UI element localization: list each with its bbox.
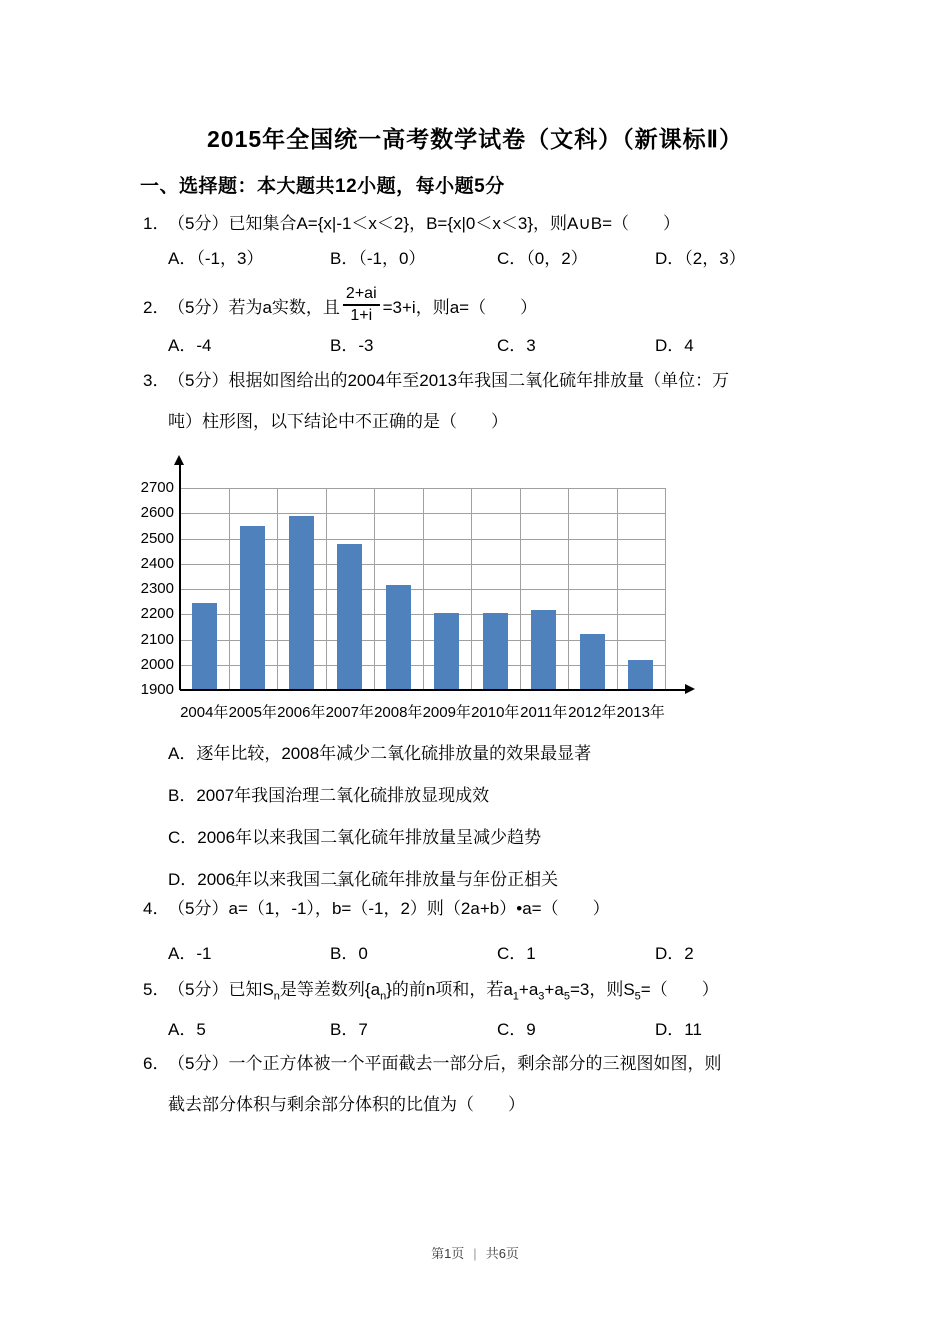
question-1-option-c: C．（0，2）	[497, 249, 588, 268]
gridline-v	[520, 488, 521, 690]
question-1-option-a: A．（-1，3）	[168, 249, 264, 268]
y-tick-2700: 2700	[140, 479, 174, 496]
total-pages: 共6页	[485, 1246, 519, 1261]
gridline-v	[568, 488, 569, 690]
subscript: 3	[538, 990, 545, 1003]
gridline-v	[423, 488, 424, 690]
gridline-v	[617, 488, 618, 690]
question-4-number: 4．	[143, 899, 170, 918]
y-tick-2100: 2100	[140, 630, 174, 648]
question-1-stem: （5分）已知集合A={x|-1＜x＜2}，B={x|0＜x＜3}，则A∪B=（ ）	[168, 214, 681, 233]
gridline-v	[471, 488, 472, 690]
gridline-v	[665, 488, 666, 690]
question-3-option-d: D．2006年以来我国二氧化硫年排放量与年份正相关	[168, 870, 559, 889]
question-4-options	[143, 933, 873, 974]
question-2-number: 2．	[143, 297, 170, 317]
subscript: 5	[634, 990, 641, 1003]
y-axis-arrow	[174, 455, 184, 465]
x-label-2006年: 2006年	[277, 704, 326, 721]
fraction: $\frac{2+ai}{1+i}$	[343, 285, 380, 326]
bar-2011年	[531, 610, 556, 690]
question-1-option-d: D．（2，3）	[655, 249, 746, 268]
gridline-v	[326, 488, 327, 690]
vector-a: → a	[470, 888, 479, 929]
question-5-option-a: A．5	[168, 1020, 206, 1039]
question-1-number: 1．	[143, 214, 170, 233]
section-heading: 一、选择题：本大题共12小题，每小题5分	[140, 176, 505, 197]
subscript: n	[273, 990, 280, 1003]
x-label-2009年: 2009年	[422, 704, 471, 721]
y-tick-2400: 2400	[140, 554, 174, 572]
x-label-2013年: 2013年	[616, 704, 665, 721]
question-2-option-b: B．-3	[330, 336, 374, 355]
subscript: 5	[563, 990, 570, 1003]
question-5-number: 5．	[143, 980, 170, 999]
question-2-option-d: D．4	[655, 336, 694, 355]
gridline-v	[277, 488, 278, 690]
question-5-stem: （5分）已知$S_n$是等差数列$\{a_n\}$的前n项和，若$a_1+a_3+a_5=3$，则$S_5=$（ ）	[168, 980, 719, 1003]
y-tick-1900: 1900	[140, 681, 174, 698]
question-1-option-b: B．（-1，0）	[330, 249, 426, 268]
x-axis	[180, 689, 687, 691]
question-3-number: 3．	[143, 371, 170, 390]
bar-2009年	[434, 613, 459, 690]
question-4-option-d: D．2	[655, 944, 694, 963]
vector-b: → b	[490, 888, 499, 929]
question-6-stem: （5分）一个正方体被一个平面截去一部分后，剩余部分的三视图如图，则 截去部分体积与剩余部分体积的比值为（ ）	[168, 1054, 722, 1114]
bar-2013年	[628, 660, 653, 690]
bar-2006年	[289, 516, 314, 690]
x-label-2004年: 2004年	[180, 704, 229, 721]
question-2-option-a: A．-4	[168, 336, 212, 355]
so2-emissions-bar-chart	[140, 455, 748, 740]
bar-2010年	[483, 613, 508, 690]
x-label-2010年: 2010年	[471, 704, 520, 721]
question-3-stem: （5分）根据如图给出的2004年至2013年我国二氧化硫年排放量（单位：万 吨）柱形图，以下结论中不正确的是（ ）	[168, 371, 730, 431]
x-label-2005年: 2005年	[228, 704, 277, 721]
question-5-option-c: C．9	[497, 1020, 536, 1039]
question-3-option-a: A．逐年比较，2008年减少二氧化硫排放量的效果最显著	[168, 744, 592, 763]
y-tick-2200: 2200	[140, 605, 174, 623]
question-3	[143, 360, 833, 442]
question-4-option-c: C．1	[497, 944, 536, 963]
subscript: n	[380, 990, 387, 1003]
page-title: 2015年全国统一高考数学试卷（文科）（新课标Ⅱ）	[207, 126, 743, 152]
y-tick-2500: 2500	[140, 529, 174, 547]
question-3-options	[168, 733, 591, 901]
x-label-2012年: 2012年	[568, 704, 617, 721]
y-tick-2300: 2300	[140, 580, 174, 597]
question-4-option-a: A．-1	[168, 944, 212, 963]
y-tick-2600: 2600	[140, 504, 174, 522]
gridline-v	[374, 488, 375, 690]
x-axis-arrow	[685, 684, 695, 694]
x-label-2007年: 2007年	[325, 704, 374, 721]
bar-2008年	[386, 585, 411, 690]
y-axis	[179, 463, 181, 690]
vector-b: → b	[332, 888, 341, 929]
question-4-stem: （5分）→ a=（1，-1），→ b=（-1，2）则（2→ a+→ b）•→ a=（ ）	[168, 888, 610, 929]
question-4-option-b: B．0	[330, 944, 368, 963]
bar-2007年	[337, 544, 362, 690]
question-2-option-c: C．3	[497, 336, 536, 355]
y-tick-2000: 2000	[140, 655, 174, 673]
question-5-option-b: B．7	[330, 1020, 368, 1039]
question-6-number: 6．	[143, 1054, 170, 1073]
footer-separator: |	[473, 1246, 477, 1261]
bar-2004年	[192, 603, 217, 690]
question-3-option-b: B．2007年我国治理二氧化硫排放显现成效	[168, 786, 490, 805]
question-3-option-c: C．2006年以来我国二氧化硫年排放量呈减少趋势	[168, 828, 542, 847]
bar-2005年	[240, 526, 265, 690]
page-footer	[0, 1243, 950, 1262]
question-5	[143, 969, 833, 1010]
question-6	[143, 1043, 833, 1125]
vector-a: → a	[522, 888, 531, 929]
question-2-stem: （5分）若为a实数，且 $\frac{2+ai}{1+i}$ =3+i，则a=（ ）	[168, 284, 538, 324]
question-5-option-d: D．11	[655, 1020, 702, 1039]
question-4	[143, 888, 833, 929]
page-number: 第1页	[431, 1246, 465, 1261]
x-label-2008年: 2008年	[374, 704, 423, 721]
subscript: 1	[512, 990, 519, 1003]
vector-a: → a	[228, 888, 237, 929]
gridline-v	[229, 488, 230, 690]
question-1-options	[143, 238, 873, 279]
bar-2012年	[580, 634, 605, 690]
x-label-2011年: 2011年	[520, 704, 568, 721]
